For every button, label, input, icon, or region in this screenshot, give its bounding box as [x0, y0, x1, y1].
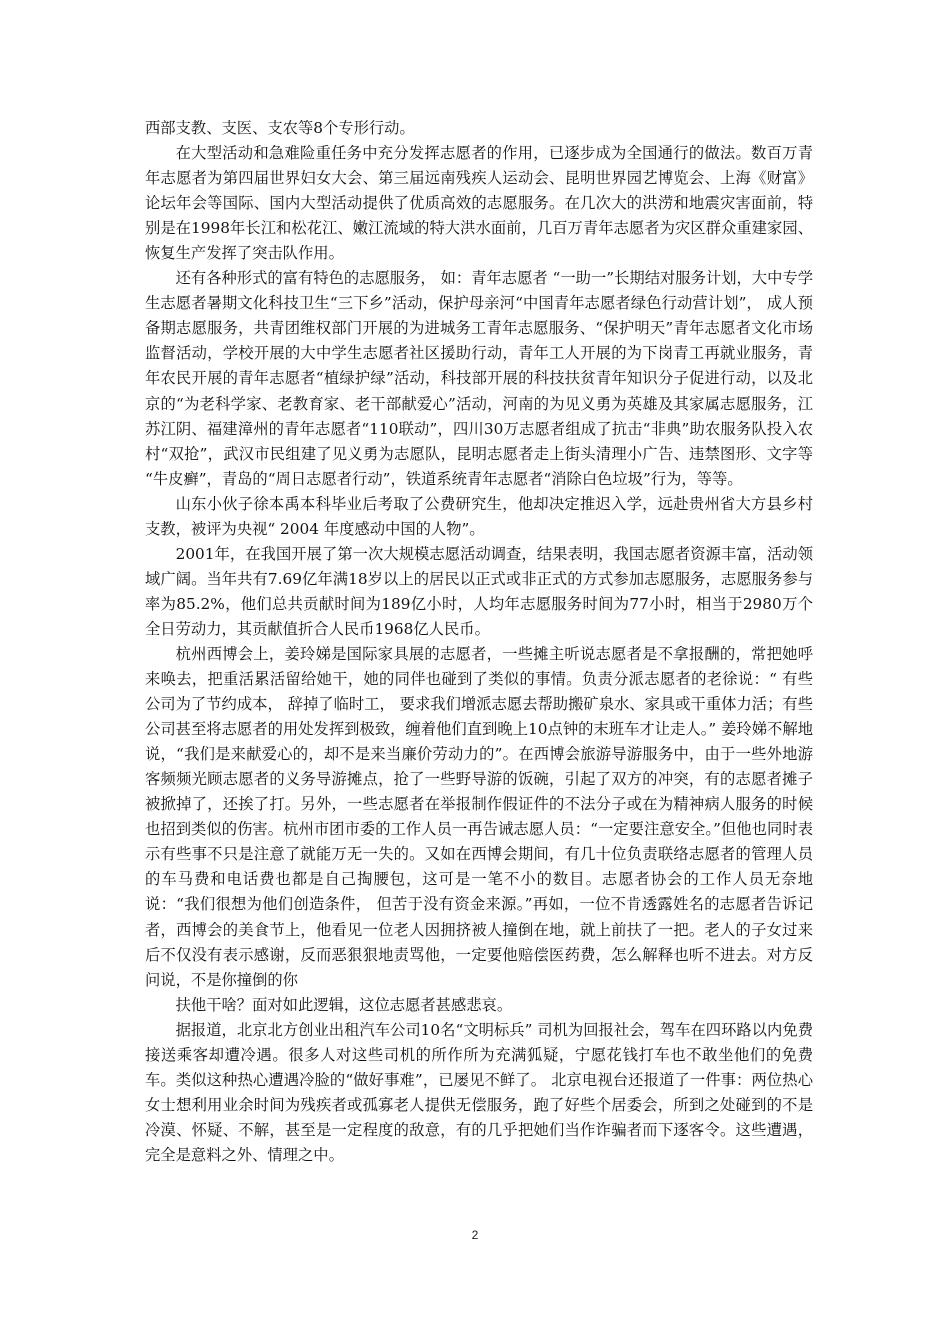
paragraph: 扶他干啥？面对如此逻辑，这位志愿者甚感悲哀。	[175, 995, 513, 1014]
paragraph: 2001年，在我国开展了第一次大规模志愿活动调查，结果表明，我国志愿者资源丰富，活动领域广阔。当年共有7.69亿年满18岁以上的居民以正式或非正式的方式参加志愿服务，志愿服务参与率为85.2%，他们总共贡献时间为189亿小时，人均年志愿服务时间为77小时，相当于2980万个全日劳动力，其贡献值折合人民币1968亿人民币。	[145, 544, 813, 638]
paragraph: 西部支教、支医、支农等8个专形行动。	[145, 119, 415, 137]
paragraph: 山东小伙子徐本禹本科毕业后考取了公费研究生，他却决定推迟入学，远赴贵州省大方县乡村支教，被评为央视“ 2004 年度感动中国的人物”。	[145, 494, 813, 538]
paragraph: 还有各种形式的富有特色的志愿服务， 如：青年志愿者 “一助一”长期结对服务计划，大中专学生志愿者暑期文化科技卫生“三下乡”活动，保护母亲河“中国青年志愿者绿色行动营计划”， 成人预备期志愿服务，共青团维权部门开展的为进城务工青年志愿服务、“保护明天”青年志愿者文化市场监督活动，学校开展的大中学生志愿者社区援助行动，青年工人开展的为下岗青工再就业服务，青年农民开展的青年志愿者“植绿护绿”活动，科技部开展的科技扶贫青年知识分子促进行动，以及北京的“为老科学家、老教育家、老干部献爱心”活动，河南的为见义勇为英雄及其家属志愿服务，江苏江阴、福建漳州的青年志愿者“110联动”，四川30万志愿者组成了抗击“非典”助农服务队投入农村“双抢”，武汉市民组建了见义勇为志愿队，昆明志愿者走上街头清理小广告、违禁图形、文字等 “牛皮癣”，青岛的“周日志愿者行动”，铁道系统青年志愿者“消除白色垃圾”行为，等等。	[145, 269, 813, 488]
paragraph: 在大型活动和急难险重任务中充分发挥志愿者的作用，已逐步成为全国通行的做法。数百万青年志愿者为第四届世界妇女大会、第三届远南残疾人运动会、昆明世界园艺博览会、上海《财富》论坛年会等国际、国内大型活动提供了优质高效的志愿服务。在几次大的洪涝和地震灾害面前，特别是在1998年长江和松花江、嫩江流域的特大洪水面前，几百万青年志愿者为灾区群众重建家园、恢复生产发挥了突击队作用。	[145, 144, 813, 263]
paragraph: 杭州西博会上，姜玲娣是国际家具展的志愿者，一些摊主听说志愿者是不拿报酬的，常把她呼来唤去，把重活累活留给她干，她的同伴也碰到了类似的事情。负责分派志愿者的老徐说：“ 有些公司为了节约成本， 辞掉了临时工， 要求我们增派志愿去帮助搬矿泉水、家具或干重体力活；有些公司甚至将志愿者的用处发挥到极致，缠着他们直到晚上10点钟的末班车才让走人。” 姜玲娣不解地说，“我们是来献爱心的，却不是来当廉价劳动力的”。在西博会旅游导游服务中，由于一些外地游客频频光顾志愿者的义务导游摊点，抢了一些野导游的饭碗，引起了双方的冲突，有的志愿者摊子被掀掉了，还挨了打。另外，一些志愿者在举报制作假证件的不法分子或在为精神病人服务的时候也招到类似的伤害。杭州市团市委的工作人员一再告诫志愿人员：“一定要注意安全。”但他也同时表示有些事不只是注意了就能万无一失的。又如在西博会期间，有几十位负责联络志愿者的管理人员的车马费和电话费也都是自己掏腰包，这可是一笔不小的数目。志愿者协会的工作人员无奈地说：“我们很想为他们创造条件， 但苦于没有资金来源。”再如，一位不肯透露姓名的志愿者告诉记者，西博会的美食节上，他看见一位老人因拥挤被人撞倒在地，就上前扶了一把。老人的子女过来后不仅没有表示感谢，反而恶狠狠地责骂他，一定要他赔偿医药费，怎么解释也听不进去。对方反问说，不是你撞倒的你	[145, 644, 813, 989]
page-number: 2	[471, 1228, 479, 1242]
paragraph: 据报道，北京北方创业出租汽车公司10名“文明标兵” 司机为回报社会，驾车在四环路以内免费接送乘客却遭冷遇。很多人对这些司机的所作所为充满狐疑，宁愿花钱打车也不敢坐他们的免费车。类似这种热心遭遇冷脸的“做好事难”，已屡见不鲜了。 北京电视台还报道了一件事：两位热心女士想利用业余时间为残疾者或孤寡老人提供无偿服务，跑了好些个居委会，所到之处碰到的不是冷漠、怀疑、不解，甚至是一定程度的敌意，有的几乎把她们当作诈骗者而下逐客令。这些遭遇，完全是意料之外、情理之中。	[145, 1020, 813, 1164]
body-text	[145, 116, 813, 1168]
